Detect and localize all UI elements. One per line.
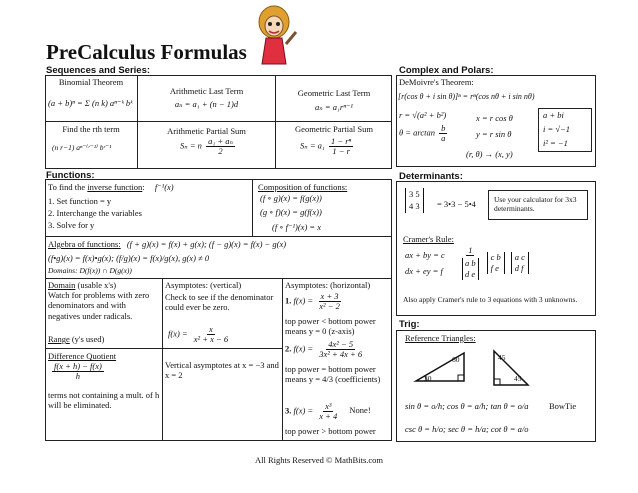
horiz-example-1: 1. f(x) = $\frac{x + 3}{\text{x² − 2}}$ <box>285 291 340 311</box>
complex-heading: Complex and Polars: <box>399 65 494 76</box>
cramer-eq-1: ax + by = c <box>405 250 445 260</box>
vert-formula: f(x) = $\frac{x}{\text{x² + x − 6}}$ <box>168 324 229 344</box>
r-formula: r = √(a² + b²) <box>399 110 447 120</box>
horiz-example-2: 2. f(x) = $\frac{\text{4x² − 5}}{\text{3x² + 4x + 6}}$ <box>285 339 363 359</box>
polar-map: (r, θ) → (x, y) <box>466 149 513 159</box>
range-line: Range (y's used) <box>48 334 105 344</box>
label-45-b: 45 <box>514 374 522 383</box>
diffq-formula: $\frac{f(x + h) - f(x)}{h}$ <box>54 361 102 381</box>
cramer-note: Also apply Cramer's rule to 3 equations with 3 unknowns. <box>403 295 578 304</box>
sequences-heading: Sequences and Series: <box>46 65 151 76</box>
det-result: = 3•3 − 5•4 <box>437 199 476 209</box>
domain-block: Domain (usable x's) Watch for problems with zero denominators and with negatives under radicals. <box>48 280 150 321</box>
cramer-title: Cramer's Rule: <box>403 234 454 244</box>
vert-text: Check to see if the denominator could ever be zero. <box>165 292 274 313</box>
algebra-heading: Algebra of functions: (f + g)(x) = f(x) + g(x); (f − g)(x) = f(x) − g(x) <box>48 239 287 249</box>
bowtie-label: BowTie <box>549 401 577 411</box>
trig-row-1: sin θ = o/h; cos θ = a/h; tan θ = o/a <box>405 401 529 411</box>
horiz-example-3: 3. f(x) = $\frac{\text{x³}}{x + 4}$ None! <box>285 401 371 421</box>
side-line-2: i = √−1 <box>543 124 570 134</box>
diffq-text: terms not containing a mult. of h will be eliminated. <box>48 390 160 411</box>
geo-last-formula: aₙ = a₁rⁿ⁻¹ <box>315 102 353 112</box>
inverse-step-1: 1. Set function = y <box>48 196 112 206</box>
horiz-text-2: top power = bottom power means y = 4/3 (coefficients) <box>285 364 381 385</box>
composition-title: Composition of functions: <box>258 182 348 192</box>
trig-row-2: csc θ = h/o; sec θ = h/a; cot θ = a/o <box>405 424 529 434</box>
composition-line-1: (f ∘ g)(x) = f(g(x)) <box>260 193 322 203</box>
label-30: 30 <box>424 374 432 383</box>
composition-line-3: (f ∘ f⁻¹)(x) = x <box>272 222 322 232</box>
page-title: PreCalculus Formulas <box>46 40 247 64</box>
det-matrix: 3 5 4 3 <box>405 188 424 213</box>
rth-term-formula: (n r−1) aⁿ⁻⁽ʳ⁻¹⁾ bʳ⁻¹ <box>52 143 112 152</box>
algebra-line-2: (f•g)(x) = f(x)•g(x); (f/g)(x) = f(x)/g(x), g(x) ≠ 0 <box>48 253 210 263</box>
trig-heading: Trig: <box>399 319 420 330</box>
det-note: Use your calculator for 3x3 determinants. <box>494 195 577 213</box>
demoivre-formula: [r(cos θ + i sin θ)]ⁿ = rⁿ(cos nθ + i sin nθ) <box>398 92 535 101</box>
binomial-formula: (a + b)ⁿ = Σ (n k) aⁿ⁻ᵏ bᵏ <box>48 98 133 108</box>
cramer-fraction: 1 a b d e c b f e a c d f <box>460 246 529 280</box>
horiz-text-1: top power < bottom power means y = 0 (z-axis) <box>285 316 376 337</box>
ref-triangles-title: Reference Triangles: <box>405 333 476 343</box>
geo-sum-title: Geometric Partial Sum <box>295 124 373 134</box>
rth-term-title: Find the rth term <box>62 124 120 134</box>
diffq-title: Difference Quotient <box>48 351 117 361</box>
vert-title: Asymptotes: (vertical) <box>165 280 242 290</box>
triangle-30-60 <box>412 347 472 387</box>
arith-sum-formula: Sₙ = n $\frac{\text{a₁ + aₙ}}{2}$ <box>180 136 233 156</box>
inverse-step-2: 2. Interchange the variables <box>48 208 142 218</box>
inverse-step-3: 3. Solve for y <box>48 220 95 230</box>
composition-line-2: (g ∘ f)(x) = g(f(x)) <box>260 207 322 217</box>
label-45-a: 45 <box>498 353 506 362</box>
arith-last-formula: aₙ = a₁ + (n − 1)d <box>174 99 239 109</box>
triangle-45-45 <box>488 347 532 389</box>
label-60: 60 <box>452 355 460 364</box>
algebra-domain: Domains: D(f(x)) ∩ D(g(x)) <box>48 266 132 275</box>
side-line-1: a + bi <box>543 110 564 120</box>
footer-copyright: All Rights Reserved © MathBits.com <box>254 455 384 465</box>
horiz-title: Asymptotes: (horizontal) <box>285 280 371 290</box>
geo-sum-formula: Sₙ = a₁ $\frac{\text{1 − rⁿ}}{1 - r}$ <box>300 136 352 156</box>
demoivre-title: DeMoivre's Theorem: <box>399 77 474 87</box>
arith-last-title: Arithmetic Last Term <box>169 86 244 96</box>
determinants-heading: Determinants: <box>399 171 463 182</box>
inverse-title: To find the inverse function: f⁻¹(x) <box>48 182 174 192</box>
side-line-3: i² = −1 <box>543 138 568 148</box>
theta-formula: θ = arctan $\frac{b}{a}$ <box>399 123 446 143</box>
cramer-eq-2: dx + ey = f <box>405 266 443 276</box>
vert-result: Vertical asymptotes at x = −3 and x = 2 <box>165 360 279 381</box>
functions-heading: Functions: <box>46 170 95 181</box>
binomial-title: Binomial Theorem <box>58 77 124 87</box>
geo-last-title: Geometric Last Term <box>297 88 371 98</box>
x-formula: x = r cos θ <box>476 113 513 123</box>
horiz-text-3: top power > bottom power <box>285 426 376 436</box>
mascot-illustration <box>248 2 300 72</box>
y-formula: y = r sin θ <box>476 129 512 139</box>
arith-sum-title: Arithmetic Partial Sum <box>167 126 246 136</box>
